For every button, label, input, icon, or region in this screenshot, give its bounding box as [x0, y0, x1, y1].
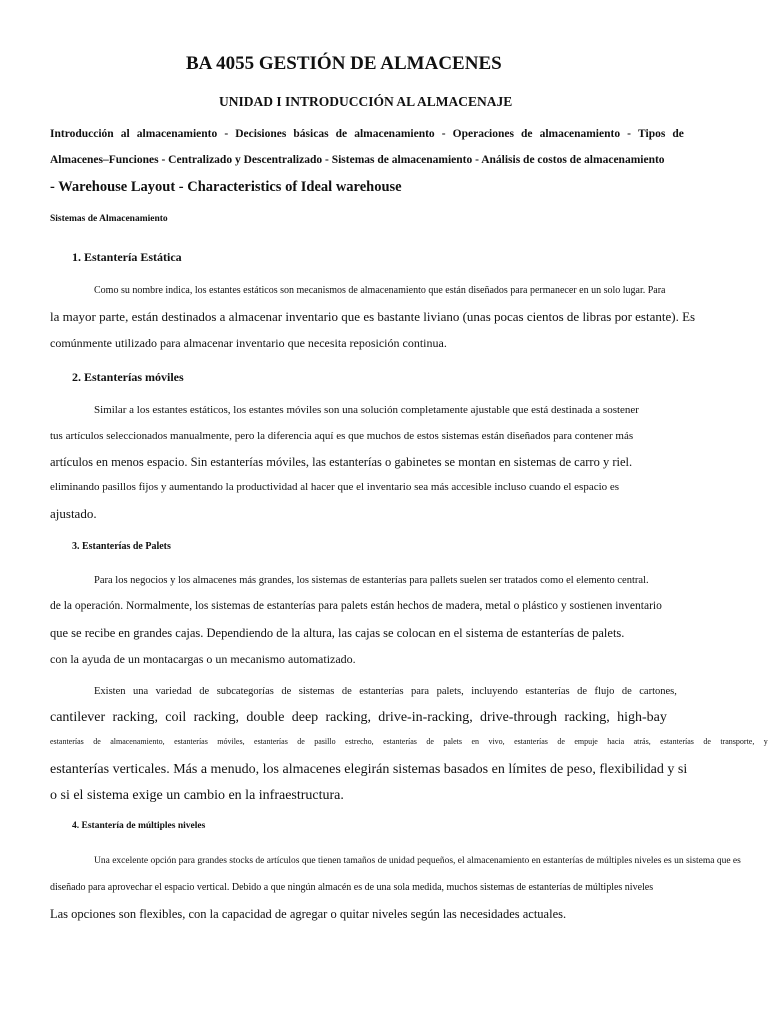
- paragraph-line: estanterías verticales. Más a menudo, los almacenes elegirán sistemas basados en límites de peso, flexibilidad y si: [50, 762, 688, 777]
- paragraph-line: Similar a los estantes estáticos, los estantes móviles son una solución completamente ajustable que está destinada a sostener: [94, 404, 639, 416]
- word: básicas: [293, 128, 329, 140]
- word: de: [521, 128, 533, 140]
- word: Existen: [94, 686, 126, 697]
- word: vivo,: [488, 737, 505, 746]
- word: de: [297, 737, 305, 746]
- word: atrás,: [633, 737, 651, 746]
- word: de: [557, 737, 565, 746]
- word: subcategorías: [216, 686, 274, 697]
- word: Tipos: [638, 128, 666, 140]
- word: de: [335, 128, 348, 140]
- word: almacenamiento: [354, 128, 435, 140]
- word: en: [471, 737, 479, 746]
- word: transporte,: [720, 737, 755, 746]
- word: de: [577, 686, 588, 697]
- paragraph-line: que se recibe en grandes cajas. Dependiendo de la altura, las cajas se colocan en el sistema de estanterías de palets.: [50, 626, 625, 640]
- paragraph-line: con la ayuda de un montacargas o un mecanismo automatizado.: [50, 652, 356, 666]
- intro-topics-line-3: - Warehouse Layout - Characteristics of Ideal warehouse: [50, 179, 402, 195]
- word: de: [621, 686, 632, 697]
- paragraph-line: artículos en menos espacio. Sin estanterías móviles, las estanterías o gabinetes se montan en sistemas de carro y riel.: [50, 455, 633, 469]
- paragraph-line: [94, 687, 677, 698]
- word: palets,: [436, 686, 464, 697]
- word: estanterías: [525, 686, 570, 697]
- paragraph-line: [50, 711, 667, 725]
- word: empuje: [574, 737, 598, 746]
- word: coil: [165, 710, 187, 725]
- word: estanterías: [514, 737, 548, 746]
- word: cantilever: [50, 710, 106, 725]
- word: y: [763, 737, 768, 746]
- paragraph-line: la mayor parte, están destinados a almacenar inventario que es bastante liviano (unas pocas cientos de libras por estante). Es: [50, 309, 696, 324]
- word: flujo: [594, 686, 615, 697]
- heading-pallet-racking: 3. Estanterías de Palets: [72, 541, 171, 552]
- word: móviles,: [217, 737, 245, 746]
- paragraph-line: [50, 738, 768, 746]
- word: estrecho,: [345, 737, 374, 746]
- word: cartones,: [639, 686, 677, 697]
- word: palets: [443, 737, 462, 746]
- word: de: [281, 686, 292, 697]
- word: pasillo: [314, 737, 336, 746]
- word: al: [120, 128, 130, 140]
- word: double: [246, 710, 285, 725]
- word: estanterías: [383, 737, 417, 746]
- word: de: [93, 737, 101, 746]
- unit-title: UNIDAD I INTRODUCCIÓN AL ALMACENAJE: [219, 94, 513, 109]
- word: almacenamiento,: [110, 737, 165, 746]
- word: racking,: [193, 710, 240, 725]
- word: -: [441, 128, 446, 140]
- intro-topics-line-1: [50, 129, 684, 141]
- heading-static-shelving: 1. Estantería Estática: [72, 250, 182, 264]
- word: almacenamiento: [539, 128, 621, 140]
- word: -: [627, 128, 631, 140]
- word: variedad: [155, 686, 192, 697]
- word: Decisiones: [235, 128, 287, 140]
- word: racking,: [564, 710, 610, 725]
- word: Introducción: [50, 128, 114, 140]
- word: estanterías: [254, 737, 288, 746]
- word: de: [199, 686, 210, 697]
- word: estanterías: [359, 686, 404, 697]
- word: de: [672, 128, 684, 140]
- word: -: [224, 128, 229, 140]
- heading-mobile-shelving: 2. Estanterías móviles: [72, 370, 184, 384]
- paragraph-line: Como su nombre indica, los estantes estáticos son mecanismos de almacenamiento que están diseñados para permanecer en un solo lugar. Para: [94, 285, 666, 296]
- word: incluyendo: [471, 686, 518, 697]
- word: estanterías: [50, 737, 84, 746]
- paragraph-line: Una excelente opción para grandes stocks de artículos que tienen tamaños de unidad pequeños, el almacenamiento en estanterías de múltiples niveles es un sistema que es: [94, 856, 741, 866]
- word: racking,: [112, 710, 158, 725]
- heading-multi-tier-shelving: 4. Estantería de múltiples niveles: [72, 821, 206, 831]
- word: Operaciones: [452, 128, 514, 140]
- word: drive-in-racking,: [378, 710, 473, 725]
- word: de: [341, 686, 352, 697]
- word: de: [703, 737, 711, 746]
- word: hacia: [607, 737, 625, 746]
- word: racking,: [325, 710, 371, 725]
- word: una: [132, 686, 149, 697]
- word: de: [426, 737, 434, 746]
- paragraph-line: Para los negocios y los almacenes más grandes, los sistemas de estanterías para pallets suelen ser tratados como el elemento central.: [94, 575, 649, 586]
- word: estanterías: [660, 737, 694, 746]
- paragraph-line: eliminando pasillos fijos y aumentando la productividad al hacer que el inventario sea más accesible incluso cuando el espacio es: [50, 481, 620, 493]
- paragraph-line: de la operación. Normalmente, los sistemas de estanterías para palets están hechos de madera, metal o plástico y sostienen inventario: [50, 600, 662, 612]
- word: high-bay: [617, 710, 667, 725]
- word: estanterías: [174, 737, 208, 746]
- paragraph-line: ajustado.: [50, 506, 97, 521]
- paragraph-line: tus artículos seleccionados manualmente, pero la diferencia aquí es que muchos de estos sistemas están diseñados para contener más: [50, 430, 634, 442]
- word: deep: [291, 710, 319, 725]
- paragraph-line: Las opciones son flexibles, con la capacidad de agregar o quitar niveles según las necesidades actuales.: [50, 907, 567, 921]
- word: sistemas: [298, 686, 335, 697]
- paragraph-line: comúnmente utilizado para almacenar inventario que necesita reposición continua.: [50, 336, 447, 350]
- word: almacenamiento: [136, 128, 218, 140]
- section-label: Sistemas de Almacenamiento: [50, 214, 168, 224]
- intro-topics-line-2: Almacenes–Funciones - Centralizado y Descentralizado - Sistemas de almacenamiento - Análisis de costos de almacenamiento: [50, 154, 665, 166]
- paragraph-line: diseñado para aprovechar el espacio vertical. Debido a que ningún almacén es de una sola medida, muchos sistemas de estanterías de múltiples niveles: [50, 882, 654, 893]
- document-title: BA 4055 GESTIÓN DE ALMACENES: [186, 53, 502, 74]
- word: drive-through: [480, 710, 558, 725]
- word: para: [411, 686, 430, 697]
- paragraph-line: o si el sistema exige un cambio en la infraestructura.: [50, 788, 344, 803]
